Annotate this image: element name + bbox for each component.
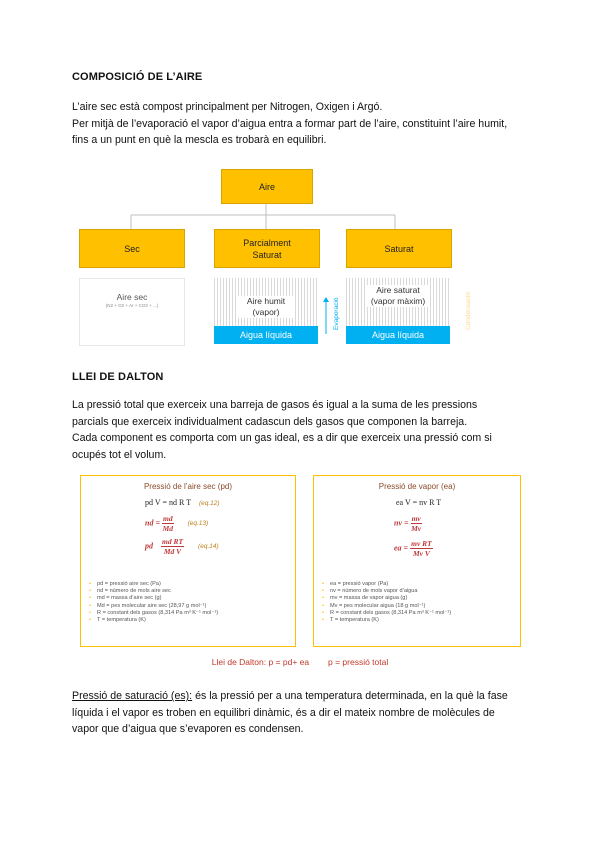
section-title-dalton: LLEI DE DALTON <box>72 371 164 383</box>
fraction <box>161 537 184 556</box>
equation-ref: (eq.12) <box>198 500 220 507</box>
equation-ref: (eq.14) <box>198 543 219 551</box>
evaporation-arrow <box>321 296 331 336</box>
legend-item: • Md = pes molecular aire sec (28,97 g mol⁻¹) <box>89 603 218 610</box>
saturat-label <box>367 285 429 307</box>
fraction <box>410 539 433 558</box>
legend-item: • md = massa d’aire sec (g) <box>89 595 218 602</box>
node-label: Saturat <box>384 243 414 254</box>
fraction <box>411 514 422 533</box>
numerator: md RT <box>162 537 184 546</box>
humit-air-illustration <box>214 278 318 326</box>
numerator: mv RT <box>411 539 432 548</box>
legend-item: • nv = número de mols vapor d’aigua <box>322 588 451 595</box>
section2-paragraph <box>72 397 542 463</box>
sec-content-label: Aire sec <box>116 292 148 302</box>
legend-item: • R = constant dels gasos (8,314 Pa m³ K⁻¹ mol⁻¹) <box>322 610 451 617</box>
saturat-line: (vapor màxim) <box>370 296 426 306</box>
denominator: Mv <box>411 524 422 533</box>
paragraph-line: fins a un punt en què la mescla es trobarà en equilibri. <box>72 134 327 147</box>
humit-label <box>238 296 294 318</box>
section3-paragraph <box>72 688 552 738</box>
equation-1 <box>396 498 441 507</box>
equation-ref: (eq.13) <box>187 520 209 528</box>
panel-pressio-vapor <box>313 475 521 647</box>
equation-lhs: pd <box>145 541 153 551</box>
node-saturat <box>346 229 452 268</box>
numerator: md <box>163 514 173 523</box>
node-sec <box>79 229 185 268</box>
denominator: Md V <box>163 547 182 556</box>
section-title-composicio: COMPOSICIÓ DE L’AIRE <box>72 71 203 83</box>
sec-illustration <box>79 278 185 346</box>
legend-list <box>89 581 218 624</box>
paragraph-text: és la pressió per a una temperatura determinada, en la què la fase <box>192 690 508 702</box>
legend-list <box>322 581 451 624</box>
legend-item: • Mv = pes molecular aigua (18 g mol⁻¹) <box>322 603 451 610</box>
paragraph-line: L’aire sec està compost principalment per Nitrogen, Oxigen i Argó. <box>72 101 383 113</box>
legend-item: • T = temperatura (K) <box>89 617 218 624</box>
equation-3 <box>145 537 219 556</box>
denominator: Md <box>162 524 174 533</box>
dalton-formula: Llei de Dalton: p = pd+ ea p = pressió total <box>211 657 389 667</box>
legend-item: • T = temperatura (K) <box>322 617 451 624</box>
saturat-air-illustration <box>346 278 450 326</box>
water-layer <box>214 326 318 344</box>
paragraph-line: La pressió total que exerceix una barreja de gasos és igual a la suma de les pressions <box>72 399 478 411</box>
water-layer <box>346 326 450 344</box>
evaporation-label: Evaporació <box>333 297 340 330</box>
term-saturation-pressure: Pressió de saturació (es): <box>72 690 193 702</box>
legend-item: • mv = massa de vapor aigua (g) <box>322 595 451 602</box>
legend-item: • R = constant dels gasos (8,314 Pa m³ K⁻¹ mol⁻¹) <box>89 610 218 617</box>
condensation-label: Condensació <box>465 292 472 330</box>
paragraph-line: parcials que exerceix individualment cadascun dels gasos que componen la barreja. <box>72 415 468 428</box>
paragraph-line: ocupés tot el volum. <box>72 448 167 461</box>
node-label: Saturat <box>252 249 282 260</box>
water-label: Aigua líquida <box>239 330 293 340</box>
paragraph-line <box>72 688 552 705</box>
sec-content-small: (N2 + O2 + Ar + CO2 + ...) <box>105 303 159 308</box>
up-arrow-icon <box>321 296 331 336</box>
equation-lhs: ea = <box>394 543 409 553</box>
legend-item: • nd = número de mols aire sec <box>89 588 218 595</box>
paragraph-line: vapor que d’aigua que s’evaporen es condensen. <box>72 723 304 736</box>
equation-2 <box>394 514 422 533</box>
node-aire <box>221 169 313 204</box>
equation-3 <box>394 539 433 558</box>
node-label: Aire <box>258 181 275 192</box>
panel-aire-sec <box>80 475 296 647</box>
equation-lhs: nd = <box>145 518 161 528</box>
denominator: Mv V <box>412 549 430 558</box>
panel-title: Pressió de vapor (ea) <box>378 482 456 491</box>
node-label: Sec <box>124 243 140 254</box>
node-label: Parcialment <box>243 237 291 248</box>
paragraph-line: Cada component es comporta com un gas ideal, es a dir que exerceix una pressió com si <box>72 432 492 445</box>
humit-line: Aire humit <box>246 296 286 306</box>
legend-item: • pd = pressió aire sec (Pa) <box>89 581 218 588</box>
equation-lhs: nv = <box>394 518 409 528</box>
paragraph-line: Per mitjà de l’evaporació el vapor d’aigua entra a formar part de l’aire, constituint l’aire humit, <box>72 117 508 130</box>
equation-text: ea V = nv R T <box>396 498 442 507</box>
paragraph-line: líquida i el vapor es troben en equilibri dinàmic, és a dir el mateix nombre de molècules de <box>72 706 495 719</box>
equation-2 <box>145 514 208 533</box>
water-label: Aigua líquida <box>371 330 425 340</box>
equation-1 <box>145 498 220 507</box>
fraction <box>162 514 174 533</box>
equation-text: pd V = nd R T <box>145 498 191 507</box>
saturat-line: Aire saturat <box>376 285 420 295</box>
panel-title: Pressió de l’aire sec (pd) <box>143 482 233 491</box>
numerator: mv <box>411 514 421 523</box>
legend-item: • ea = pressió vapor (Pa) <box>322 581 451 588</box>
node-parcialment-saturat <box>214 229 320 268</box>
humit-line: (vapor) <box>252 307 280 317</box>
